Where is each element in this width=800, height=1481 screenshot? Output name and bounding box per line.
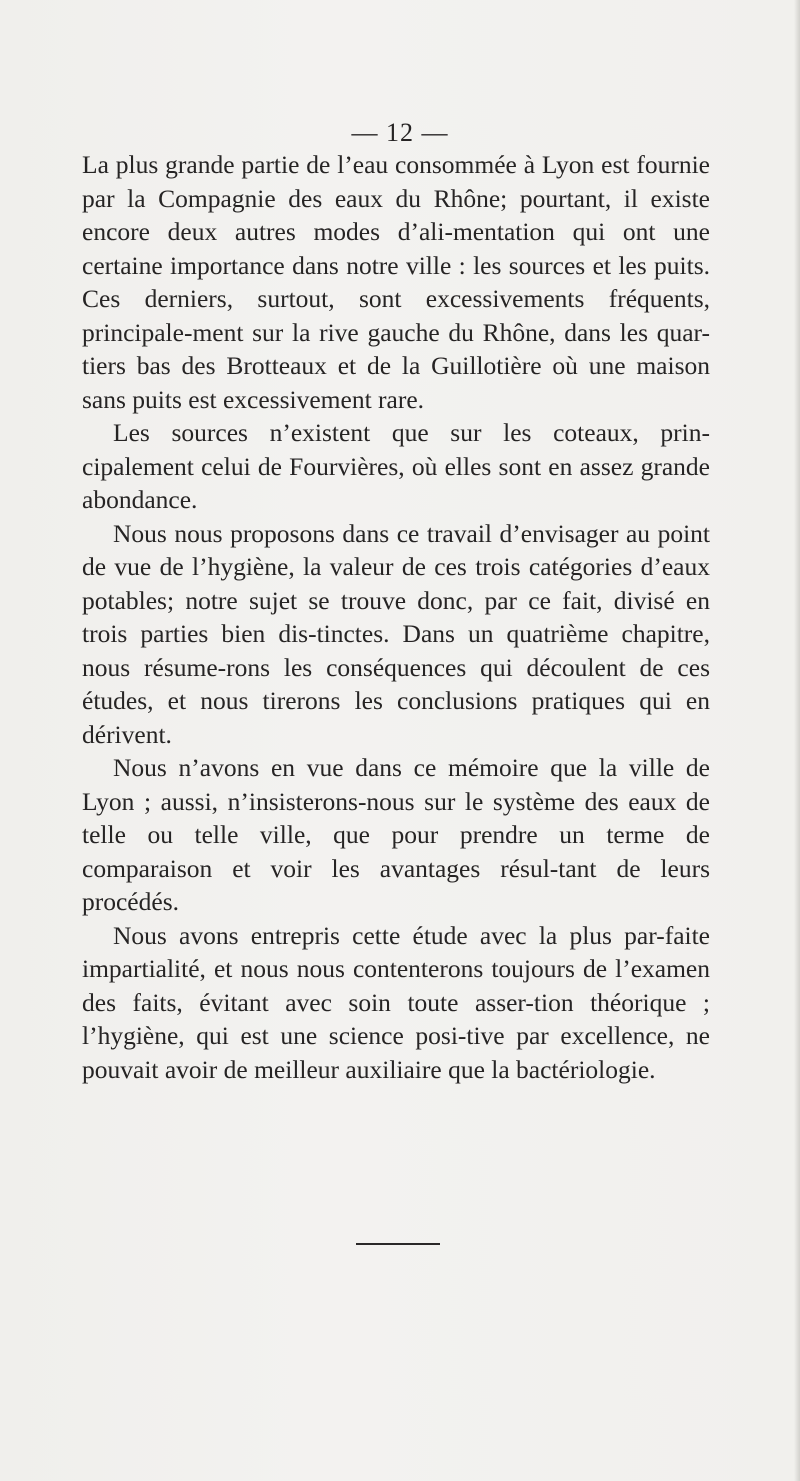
paragraph-5: Nous avons entrepris cette étude avec la plus par-faite impartialité, et nous nous contenterons toujours de l’examen des faits, évitant avec soin toute asser-tion théorique ; l’hygiène, qui est une science posi-tive par excellence, ne pouvait avoir de meilleur auxiliaire que la bactériologie. bbox=[82, 920, 710, 1084]
paragraph-1: La plus grande partie de l’eau consommée à Lyon est fournie par la Compagnie des eaux du Rhône; pourtant, il existe encore deux autres modes d’ali-mentation qui ont une certaine importance dans notre ville : les sources et les puits. Ces derniers, surtout, sont excessivements fréquents, principale-ment sur la rive gauche du Rhône, dans les quar-tiers bas des Brotteaux et de la Guillotière où une maison sans puits est excessivement rare. bbox=[82, 150, 710, 414]
page-edge-shadow bbox=[794, 0, 800, 1481]
paragraph-4: Nous n’avons en vue dans ce mémoire que la ville de Lyon ; aussi, n’insisterons-nous sur le système des eaux de telle ou telle ville, que pour prendre un terme de comparaison et voir les avantages résul-tant de leurs procédés. bbox=[82, 753, 710, 916]
section-end-rule bbox=[356, 1243, 440, 1245]
page-number: — 12 — bbox=[351, 118, 449, 147]
paragraph-3: Nous nous proposons dans ce travail d’envisager au point de vue de l’hygiène, la valeur de ces trois catégories d’eaux potables; notre sujet se trouve donc, par ce fait, divisé en trois parties bien dis-tinctes. Dans un quatrième chapitre, nous résume-rons les conséquences qui découlent de ces études, et nous tirerons les conclusions pratiques qui en dérivent. bbox=[82, 518, 710, 749]
paragraph-2: Les sources n’existent que sur les coteaux, prin-cipalement celui de Fourvières, où elles sont en assez grande abondance. bbox=[82, 418, 710, 514]
body-text bbox=[82, 148, 710, 1086]
